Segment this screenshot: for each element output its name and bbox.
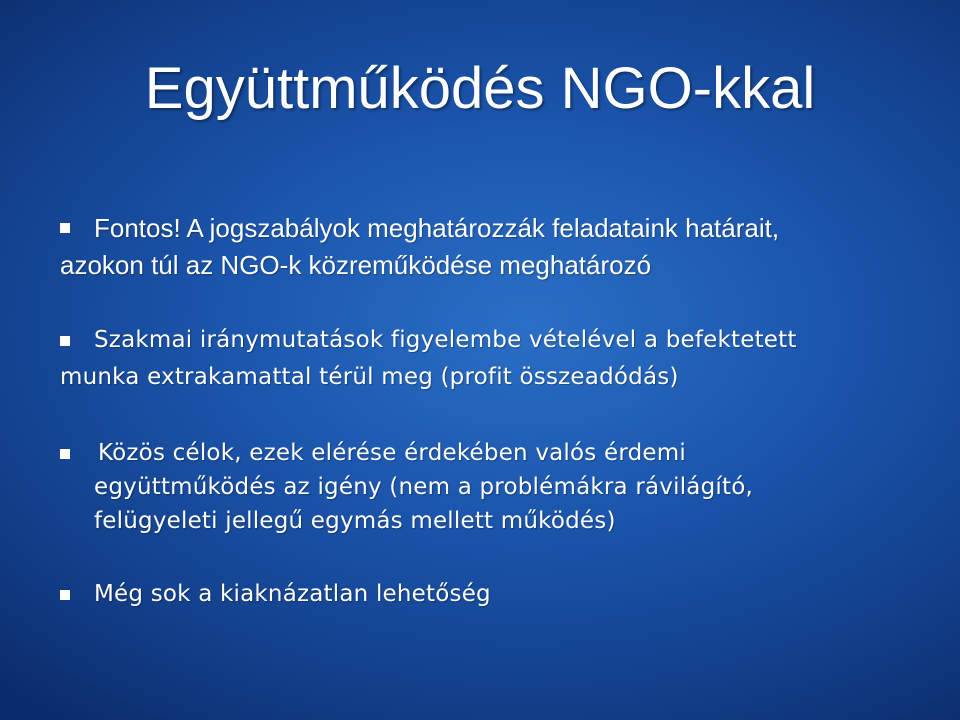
bullet-2-line-1: Szakmai iránymutatások figyelembe vételével a befektetett	[94, 327, 797, 353]
bullet-1-line-2: azokon túl az NGO-k közreműködése meghatározó	[60, 250, 652, 280]
bullet-4-line-1: Még sok a kiaknázatlan lehetőség	[94, 581, 491, 607]
square-bullet-icon	[60, 590, 70, 600]
slide-title: Együttműködés NGO-kkal	[144, 56, 816, 121]
square-bullet-icon	[60, 223, 70, 233]
bullet-1-line-1: Fontos! A jogszabályok meghatározzák feladataink határait,	[94, 213, 780, 243]
bullet-3-line-3: felügyeleti jellegű egymás mellett működés)	[94, 508, 616, 534]
square-bullet-icon	[60, 449, 70, 459]
bullet-3-line-1: Közös célok, ezek elérése érdekében valós érdemi	[98, 440, 686, 466]
bullet-2-line-2: munka extrakamattal térül meg (profit összeadódás)	[60, 364, 679, 390]
square-bullet-icon	[60, 336, 70, 346]
bullet-3-line-2: együttműködés az igény (nem a problémákra rávilágító,	[94, 474, 753, 500]
